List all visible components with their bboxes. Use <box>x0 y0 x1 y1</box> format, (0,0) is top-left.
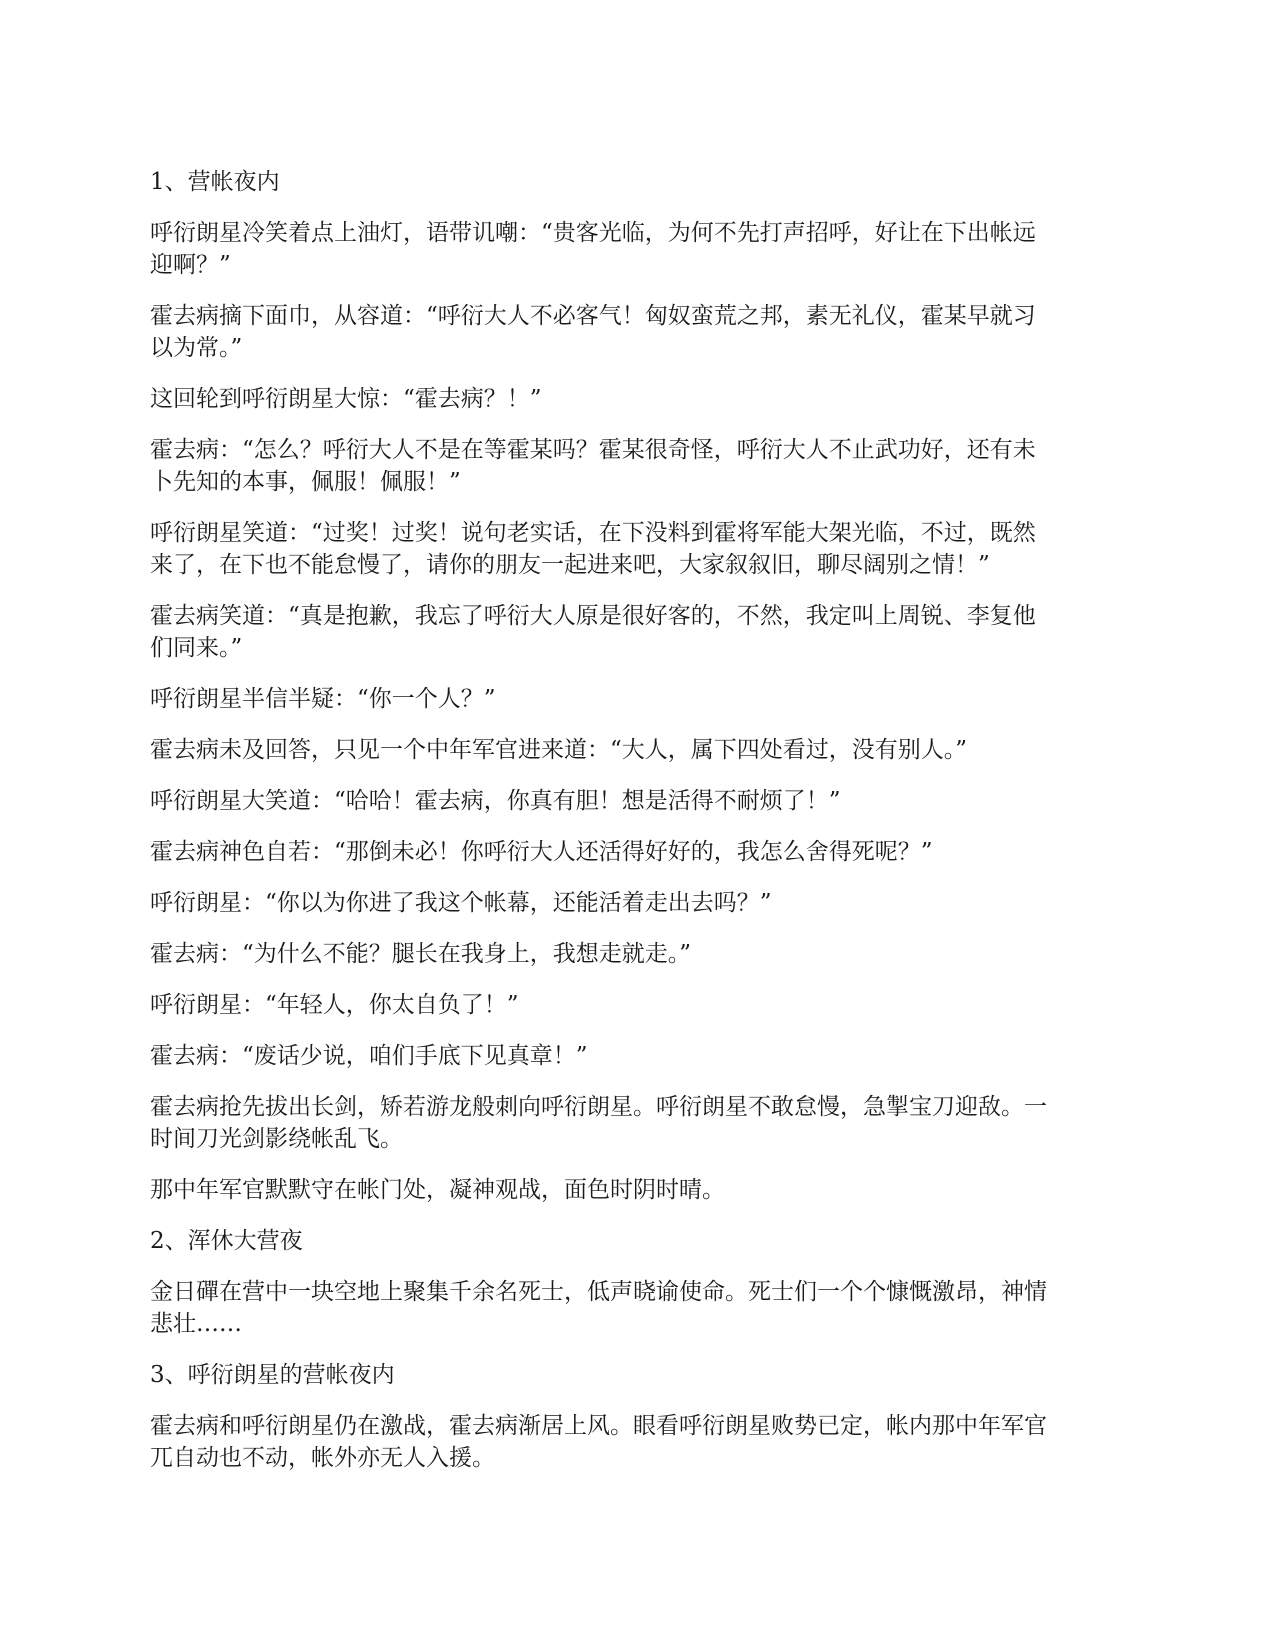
paragraph: 金日磾在营中一块空地上聚集千余名死士，低声晓谕使命。死士们一个个慷慨激昂，神情 悲壮…… <box>150 1279 1047 1337</box>
paragraph: 霍去病和呼衍朗星仍在激战，霍去病渐居上风。眼看呼衍朗星败势已定，帐内那中年军官 兀自动也不动，帐外亦无人入援。 <box>150 1413 1047 1471</box>
paragraph: 呼衍朗星大笑道：“哈哈！霍去病，你真有胆！想是活得不耐烦了！” <box>150 788 841 814</box>
scene-heading: 3、呼衍朗星的营帐夜内 <box>150 1362 395 1388</box>
paragraph: 霍去病：“为什么不能？腿长在我身上，我想走就走。” <box>150 941 692 967</box>
scene-heading: 2、浑休大营夜 <box>150 1228 303 1254</box>
paragraph: 呼衍朗星：“你以为你进了我这个帐幕，还能活着走出去吗？” <box>150 890 772 916</box>
paragraph: 霍去病未及回答，只见一个中年军官进来道：“大人，属下四处看过，没有别人。” <box>150 737 968 763</box>
paragraph: 呼衍朗星：“年轻人，你太自负了！” <box>150 992 519 1018</box>
paragraph: 呼衍朗星半信半疑：“你一个人？” <box>150 686 496 712</box>
paragraph: 霍去病：“怎么？呼衍大人不是在等霍某吗？霍某很奇怪，呼衍大人不止武功好，还有未 卜先知的本事，佩服！佩服！” <box>150 437 1036 495</box>
paragraph: 霍去病：“废话少说，咱们手底下见真章！” <box>150 1043 588 1069</box>
paragraph: 霍去病摘下面巾，从容道：“呼衍大人不必客气！匈奴蛮荒之邦，素无礼仪，霍某早就习 以为常。” <box>150 303 1036 361</box>
paragraph: 呼衍朗星冷笑着点上油灯，语带讥嘲：“贵客光临，为何不先打声招呼，好让在下出帐远 迎啊？” <box>150 220 1036 278</box>
paragraph: 这回轮到呼衍朗星大惊：“霍去病？！” <box>150 386 542 412</box>
scene-heading: 1、营帐夜内 <box>150 169 280 195</box>
paragraph: 霍去病抢先拔出长剑，矫若游龙般刺向呼衍朗星。呼衍朗星不敢怠慢，急掣宝刀迎敌。一 时间刀光剑影绕帐乱飞。 <box>150 1094 1047 1152</box>
paragraph: 呼衍朗星笑道：“过奖！过奖！说句老实话，在下没料到霍将军能大架光临，不过，既然 来了，在下也不能怠慢了，请你的朋友一起进来吧，大家叙叙旧，聊尽阔别之情！” <box>150 520 1036 578</box>
paragraph: 霍去病笑道：“真是抱歉，我忘了呼衍大人原是很好客的，不然，我定叫上周锐、李复他 们同来。” <box>150 603 1036 661</box>
paragraph: 霍去病神色自若：“那倒未必！你呼衍大人还活得好好的，我怎么舍得死呢？” <box>150 839 933 865</box>
paragraph: 那中年军官默默守在帐门处，凝神观战，面色时阴时晴。 <box>150 1177 725 1203</box>
document-page <box>150 166 1130 1493</box>
